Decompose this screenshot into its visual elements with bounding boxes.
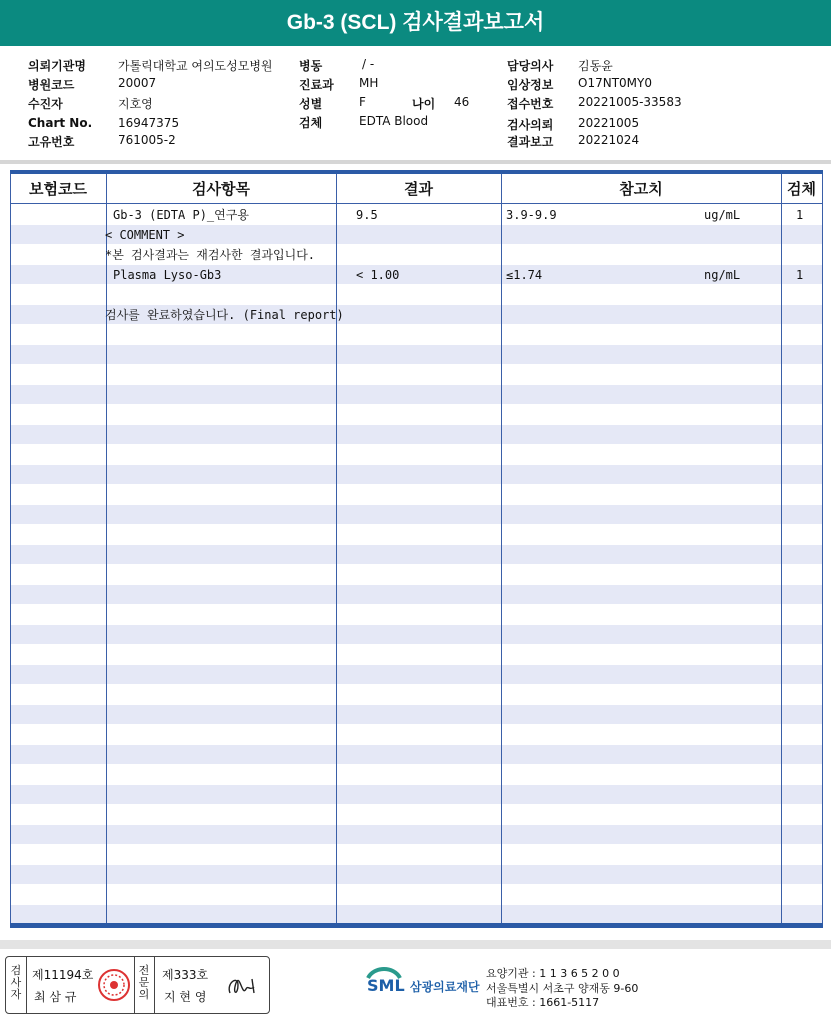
info-ward: 병동 (299, 59, 323, 73)
col-header-specimen: 검체 (787, 180, 816, 198)
info-institution: 의뢰기관명 (28, 59, 86, 73)
info-sex-value: F (359, 95, 366, 109)
row-stripe (11, 705, 823, 724)
info-department: 진료과 (299, 78, 334, 92)
col-divider (10, 174, 11, 923)
info-sex: 성별 (299, 97, 323, 111)
info-age: 나이 (412, 97, 436, 111)
row-stripe (11, 545, 823, 564)
table-row-reference: ≤1.74 (506, 268, 543, 282)
info-unique-no: 고유번호 (28, 135, 75, 149)
results-table (10, 170, 823, 930)
info-hospital-code: 병원코드 (28, 78, 75, 92)
table-row-specimen: 1 (796, 208, 804, 222)
report-title: Gb-3 (SCL) 검사결과보고서 (0, 0, 831, 46)
seal-icon (96, 967, 132, 1003)
col-divider (501, 174, 502, 923)
row-stripe (11, 465, 823, 484)
table-row-unit: ng/mL (704, 268, 741, 282)
row-stripe (11, 865, 823, 884)
table-row-final-note: 검사를 완료하였습니다. (Final report) (105, 308, 344, 322)
info-department-value: MH (359, 76, 379, 90)
org-name: 삼광의료재단 (410, 980, 480, 994)
info-report-date-value: 20221024 (578, 133, 640, 147)
specialist-number: 제333호 (162, 968, 209, 982)
row-stripe (11, 825, 823, 844)
signature-box (5, 956, 270, 1014)
examiner-label: 검사자 (10, 964, 22, 1001)
info-unique-no-value: 761005-2 (118, 133, 176, 147)
specialist-name: 지 현 영 (164, 990, 207, 1004)
info-specimen-value: EDTA Blood (359, 114, 429, 128)
col-header-reference: 참고치 (619, 180, 663, 198)
table-row-result: < 1.00 (356, 268, 400, 282)
info-report-date: 결과보고 (507, 135, 554, 149)
specialist-label: 전문의 (138, 964, 150, 1001)
row-stripe (11, 505, 823, 524)
table-top-border (10, 170, 823, 174)
table-row-comment: *본 검사결과는 재검사한 결과입니다. (105, 248, 316, 262)
info-hospital-code-value: 20007 (118, 76, 157, 90)
row-stripe (11, 585, 823, 604)
info-chart-no-value: 16947375 (118, 116, 180, 130)
info-chart-no: Chart No. (28, 116, 93, 130)
row-stripe (11, 785, 823, 804)
row-stripe (11, 745, 823, 764)
table-row-reference: 3.9-9.9 (506, 208, 557, 222)
table-row-result: 9.5 (356, 208, 378, 222)
table-row-specimen: 1 (796, 268, 804, 282)
row-stripe (11, 665, 823, 684)
examiner-number: 제11194호 (32, 968, 94, 982)
org-phone: 대표번호 : 1661-5117 (486, 996, 600, 1009)
info-age-value: 46 (454, 95, 470, 109)
sml-logo-text: SML (367, 976, 405, 995)
table-bottom-border (10, 923, 823, 928)
examiner-name: 최 삼 규 (34, 990, 77, 1004)
info-request-date-value: 20221005 (578, 116, 640, 130)
info-patient: 수진자 (28, 97, 63, 111)
info-clinical: 임상정보 (507, 78, 554, 92)
col-divider (822, 174, 823, 923)
info-receipt-no-value: 20221005-33583 (578, 95, 682, 109)
row-stripe (11, 345, 823, 364)
col-divider (781, 174, 782, 923)
col-divider (336, 174, 337, 923)
info-clinical-value: O17NT0MY0 (578, 76, 652, 90)
col-divider (106, 174, 107, 923)
info-specimen: 검체 (299, 116, 323, 130)
org-address: 서울특별시 서초구 양재동 9-60 (486, 982, 639, 995)
info-doctor: 담당의사 (507, 59, 554, 73)
header-underline (10, 203, 823, 204)
row-stripe (11, 625, 823, 644)
header-divider (0, 160, 831, 164)
info-ward-value: / - (362, 57, 375, 71)
footer-divider (0, 940, 831, 949)
info-patient-value: 지호영 (118, 97, 153, 111)
info-request-date: 검사의뢰 (507, 118, 554, 132)
col-header-test-item: 검사항목 (192, 180, 250, 198)
col-header-insurance-code: 보험코드 (29, 180, 87, 198)
table-row-item: Plasma Lyso-Gb3 (113, 268, 222, 282)
table-row-item: Gb-3 (EDTA P)_연구용 (113, 208, 249, 222)
org-code: 요양기관 : 1 1 3 6 5 2 0 0 (486, 967, 620, 980)
row-stripe (11, 905, 823, 924)
info-doctor-value: 김동윤 (578, 59, 613, 73)
info-receipt-no: 접수번호 (507, 97, 554, 111)
table-row-unit: ug/mL (704, 208, 741, 222)
table-row-comment-header: < COMMENT > (105, 228, 185, 242)
info-institution-value: 가톨릭대학교 여의도성모병원 (118, 59, 273, 73)
row-stripe (11, 425, 823, 444)
col-header-result: 결과 (404, 180, 433, 198)
signature-icon (224, 969, 264, 1001)
row-stripe (11, 385, 823, 404)
